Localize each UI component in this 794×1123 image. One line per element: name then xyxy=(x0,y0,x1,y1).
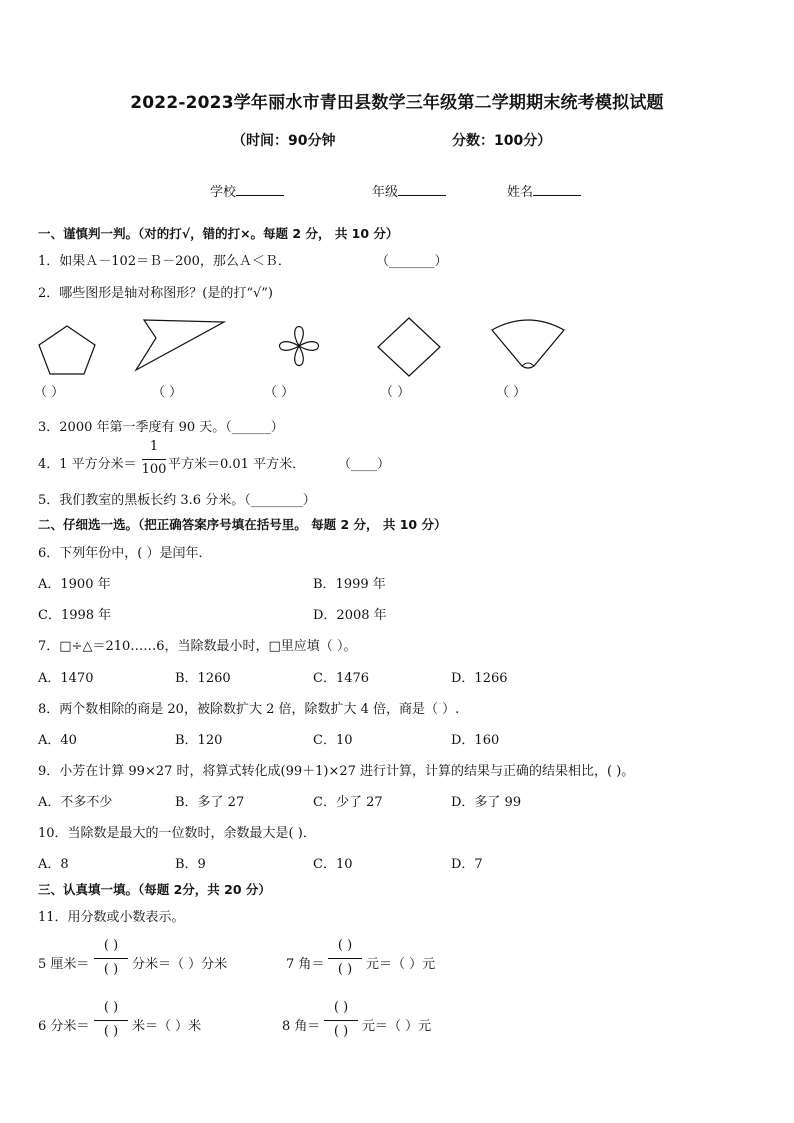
row1-left-numerator-blank[interactable]: ( ) xyxy=(103,938,119,953)
question-7: 7．□÷△＝210……6，当除数最小时，□里应填（ ）。 xyxy=(38,639,357,654)
row2-right-numerator-blank[interactable]: ( ) xyxy=(333,1000,349,1015)
question-4-prefix: 4．1 平方分米＝ xyxy=(38,457,137,472)
q6-option-d[interactable]: D．2008 年 xyxy=(313,608,387,623)
q10-option-b[interactable]: B．9 xyxy=(175,857,206,872)
row1-right-numerator-blank[interactable]: ( ) xyxy=(337,938,353,953)
row1-left-fraction-bar xyxy=(94,958,128,959)
question-11: 11．用分数或小数表示。 xyxy=(38,910,185,925)
q6-option-b[interactable]: B．1999 年 xyxy=(313,577,386,592)
question-4-suffix: 平方米＝0.01 平方米． xyxy=(168,457,306,472)
name-label: 姓名 xyxy=(507,185,534,200)
question-5: 5．我们教室的黑板长约 3.6 分米。（________） xyxy=(38,493,316,508)
school-field xyxy=(210,181,284,200)
question-4-fraction-bar xyxy=(142,459,166,460)
row2-right-fraction-bar xyxy=(324,1020,358,1021)
row2-left-numerator-blank[interactable]: ( ) xyxy=(103,1000,119,1015)
q8-option-b[interactable]: B．120 xyxy=(175,733,223,748)
row2-left-prefix: 6 分米＝ xyxy=(38,1019,90,1034)
exam-score: 分数：100分） xyxy=(452,133,552,149)
row2-left-fraction-bar xyxy=(94,1020,128,1021)
fan-shape xyxy=(490,316,566,372)
exam-time: （时间：90分钟 xyxy=(232,133,336,149)
q9-option-c[interactable]: C．少了 27 xyxy=(313,795,383,810)
row1-right-fraction-bar xyxy=(328,958,362,959)
q9-option-a[interactable]: A．不多不少 xyxy=(38,795,113,810)
shape-answer-2[interactable]: （ ） xyxy=(152,385,183,400)
question-4-denominator: 100 xyxy=(141,462,167,477)
q7-option-c[interactable]: C．1476 xyxy=(313,671,370,686)
pentagon-shape xyxy=(36,324,98,376)
row2-right-suffix: 元＝（ ）元 xyxy=(362,1019,432,1034)
grade-field xyxy=(372,181,446,200)
question-10: 10．当除数是最大的一位数时，余数最大是( )． xyxy=(38,826,316,841)
q8-option-d[interactable]: D．160 xyxy=(451,733,500,748)
row1-left-prefix: 5 厘米＝ xyxy=(38,957,90,972)
row2-right-denominator-blank[interactable]: ( ) xyxy=(333,1024,349,1039)
question-2: 2．哪些图形是轴对称图形？(是的打“√”) xyxy=(38,286,273,301)
school-blank[interactable] xyxy=(236,183,284,196)
q7-option-d[interactable]: D．1266 xyxy=(451,671,508,686)
name-blank[interactable] xyxy=(533,183,581,196)
question-8: 8．两个数相除的商是 20，被除数扩大 2 倍，除数扩大 4 倍，商是（ ）. xyxy=(38,702,460,717)
diamond-shape xyxy=(376,316,442,378)
row2-left-suffix: 米＝（ ）米 xyxy=(132,1019,202,1034)
triangle-shape xyxy=(132,318,228,374)
school-label: 学校 xyxy=(210,185,237,200)
q9-option-d[interactable]: D．多了 99 xyxy=(451,795,522,810)
shape-answer-1[interactable]: （ ） xyxy=(34,385,65,400)
section3-heading: 三、认真填一填。（每题 2分，共 20 分） xyxy=(38,882,271,897)
question-1-answer[interactable]: （_______） xyxy=(376,254,448,269)
section2-heading: 二、仔细选一选。（把正确答案序号填在括号里。 每题 2 分， 共 10 分） xyxy=(38,517,447,532)
question-1: 1．如果Ａ－102＝Ｂ－200，那么Ａ＜Ｂ． xyxy=(38,254,291,269)
page-title: 2022-2023学年丽水市青田县数学三年级第二学期期末统考模拟试题 xyxy=(130,93,664,113)
shape-answer-5[interactable]: （ ） xyxy=(496,385,527,400)
shape-answer-3[interactable]: （ ） xyxy=(264,385,295,400)
q10-option-c[interactable]: C．10 xyxy=(313,857,353,872)
row1-left-denominator-blank[interactable]: ( ) xyxy=(103,962,119,977)
grade-label: 年级 xyxy=(372,185,399,200)
row1-right-suffix: 元＝（ ）元 xyxy=(366,957,436,972)
row1-left-suffix: 分米＝（ ）分米 xyxy=(132,957,228,972)
name-field xyxy=(507,181,581,200)
q9-option-b[interactable]: B．多了 27 xyxy=(175,795,245,810)
q6-option-a[interactable]: A．1900 年 xyxy=(38,577,111,592)
q10-option-d[interactable]: D．7 xyxy=(451,857,483,872)
row1-right-denominator-blank[interactable]: ( ) xyxy=(337,962,353,977)
four-leaf-shape xyxy=(270,316,328,376)
row1-right-prefix: 7 角＝ xyxy=(286,957,325,972)
question-4-numerator: 1 xyxy=(149,439,159,454)
shape-answer-4[interactable]: （ ） xyxy=(380,385,411,400)
q8-option-a[interactable]: A．40 xyxy=(38,733,77,748)
q6-option-c[interactable]: C．1998 年 xyxy=(38,608,112,623)
section1-heading: 一、谨慎判一判。（对的打√，错的打×。每题 2 分， 共 10 分） xyxy=(38,226,399,241)
q7-option-a[interactable]: A．1470 xyxy=(38,671,94,686)
q7-option-b[interactable]: B．1260 xyxy=(175,671,231,686)
q10-option-a[interactable]: A．8 xyxy=(38,857,69,872)
question-9: 9．小芳在计算 99×27 时，将算式转化成(99＋1)×27 进行计算，计算的结果与正确的结果相比，( )。 xyxy=(38,764,635,779)
row2-left-denominator-blank[interactable]: ( ) xyxy=(103,1024,119,1039)
row2-right-prefix: 8 角＝ xyxy=(282,1019,321,1034)
grade-blank[interactable] xyxy=(398,183,446,196)
question-4-answer[interactable]: （____） xyxy=(338,457,391,472)
question-6: 6．下列年份中，( ）是闰年． xyxy=(38,546,212,561)
question-3: 3．2000 年第一季度有 90 天。（______） xyxy=(38,420,284,435)
q8-option-c[interactable]: C．10 xyxy=(313,733,353,748)
